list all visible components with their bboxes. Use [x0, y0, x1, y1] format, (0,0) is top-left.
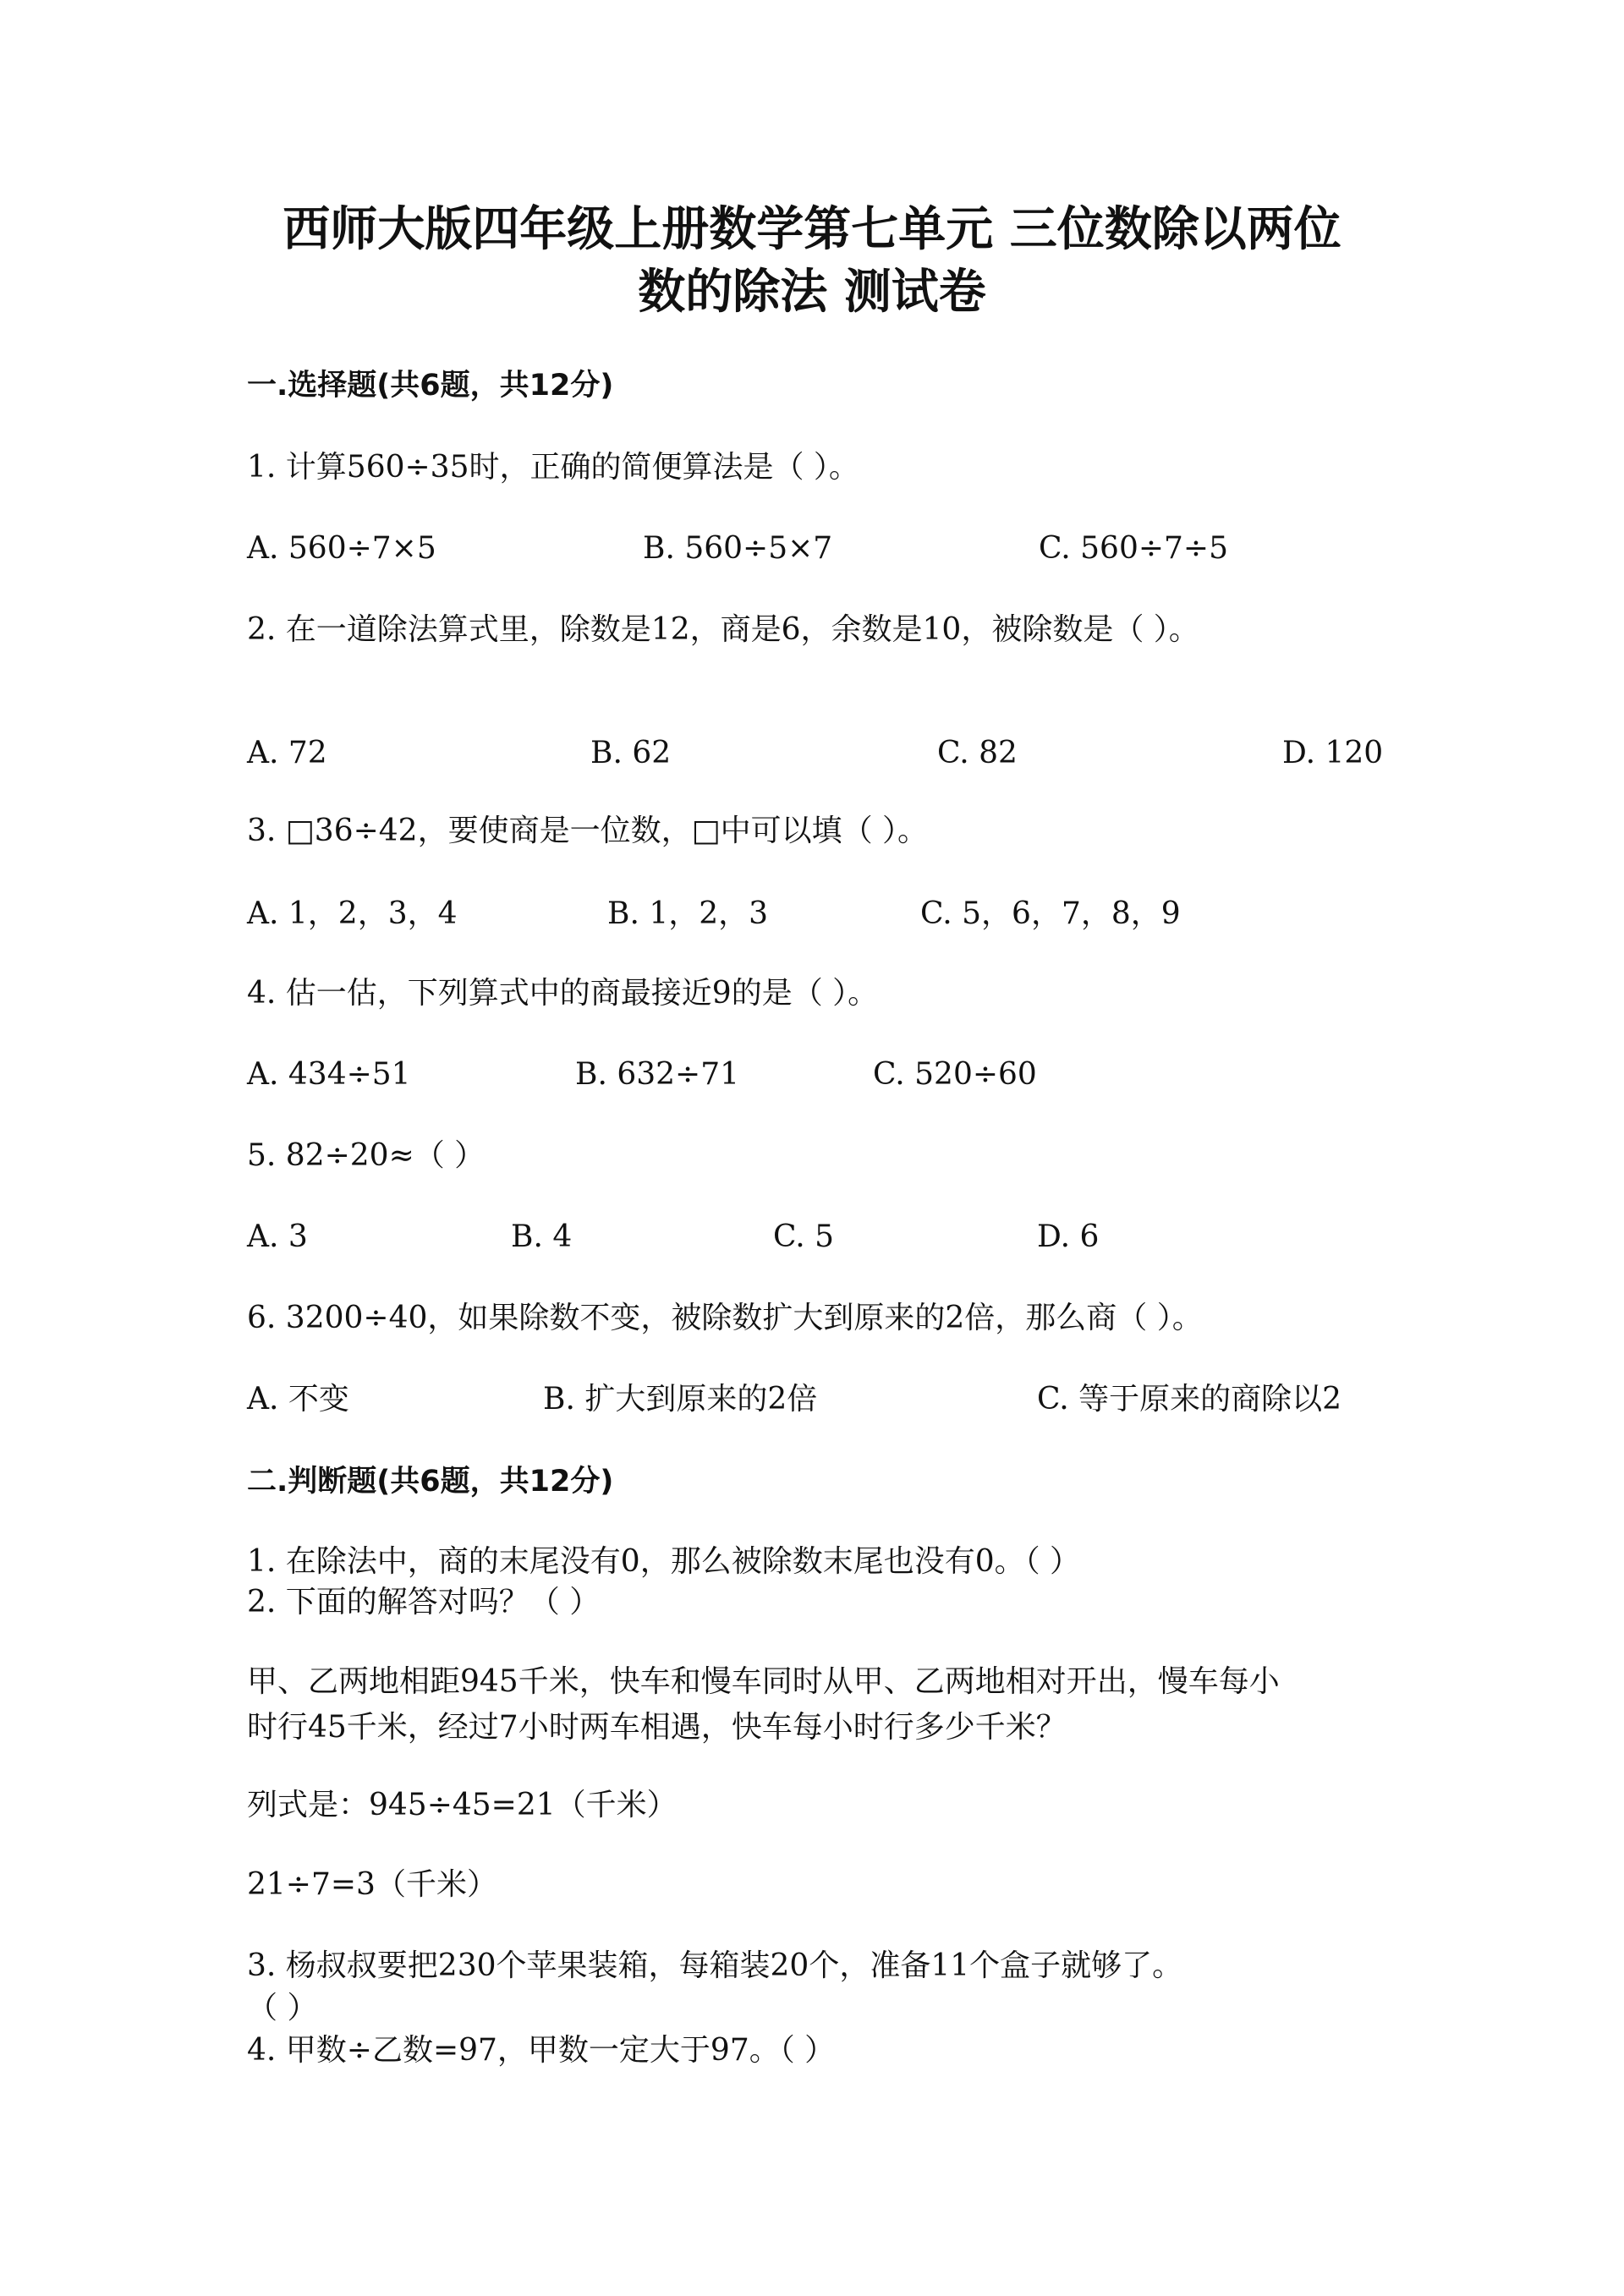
answer-blank: （ ）: [247, 1991, 318, 2025]
option-c: C. 520÷60: [873, 1057, 1037, 1092]
option-d: D. 6: [1037, 1219, 1100, 1254]
question-stem: 2. 在一道除法算式里，除数是12，商是6，余数是10，被除数是（ ）。: [247, 612, 1199, 647]
question-stem: 4. 估一估，下列算式中的商最接近9的是（ ）。: [247, 976, 879, 1011]
question-stem: 5. 82÷20≈（ ）: [247, 1138, 486, 1173]
option-c: C. 82: [937, 736, 1018, 770]
option-b: B. 扩大到原来的2倍: [543, 1382, 818, 1417]
option-c: C. 等于原来的商除以2: [1037, 1382, 1342, 1417]
section-heading-judgment: 二.判断题(共6题，共12分): [247, 1465, 614, 1499]
solution-line: 21÷7=3（千米）: [247, 1867, 497, 1902]
problem-text-line: 甲、乙两地相距945千米，快车和慢车同时从甲、乙两地相对开出，慢车每小: [247, 1664, 1280, 1699]
page-title-line-2: 数的除法 测试卷: [638, 265, 986, 320]
option-a: A. 560÷7×5: [247, 531, 436, 566]
option-d: D. 120: [1282, 736, 1384, 770]
option-b: B. 560÷5×7: [643, 531, 833, 566]
page-title-line-1: 西师大版四年级上册数学第七单元 三位数除以两位: [283, 202, 1341, 257]
section-heading-choice: 一.选择题(共6题，共12分): [247, 369, 614, 403]
statement-line: 2. 下面的解答对吗？（ ）: [247, 1585, 601, 1619]
option-b: B. 4: [511, 1219, 573, 1254]
option-b: B. 632÷71: [575, 1057, 740, 1092]
option-c: C. 560÷7÷5: [1039, 531, 1228, 566]
solution-line: 列式是：945÷45=21（千米）: [247, 1788, 678, 1822]
problem-text-line: 时行45千米，经过7小时两车相遇，快车每小时行多少千米？: [247, 1710, 1067, 1745]
option-a: A. 3: [247, 1219, 308, 1254]
option-a: A. 1，2，3，4: [247, 896, 458, 931]
statement-line: 3. 杨叔叔要把230个苹果装箱，每箱装20个，准备11个盒子就够了。: [247, 1948, 1183, 1983]
question-stem: 3. □36÷42，要使商是一位数，□中可以填（ ）。: [247, 814, 929, 848]
statement-line: 4. 甲数÷乙数=97，甲数一定大于97。（ ）: [247, 2033, 836, 2068]
statement-line: 1. 在除法中，商的末尾没有0，那么被除数末尾也没有0。（ ）: [247, 1544, 1081, 1579]
option-c: C. 5，6，7，8，9: [920, 896, 1181, 931]
option-a: A. 72: [247, 736, 327, 770]
option-a: A. 434÷51: [247, 1057, 411, 1092]
option-a: A. 不变: [247, 1382, 349, 1417]
question-stem: 1. 计算560÷35时，正确的简便算法是（ ）。: [247, 450, 859, 485]
option-b: B. 1，2，3: [607, 896, 769, 931]
option-b: B. 62: [590, 736, 672, 770]
option-c: C. 5: [773, 1219, 835, 1254]
question-stem: 6. 3200÷40，如果除数不变，被除数扩大到原来的2倍，那么商（ ）。: [247, 1301, 1203, 1335]
